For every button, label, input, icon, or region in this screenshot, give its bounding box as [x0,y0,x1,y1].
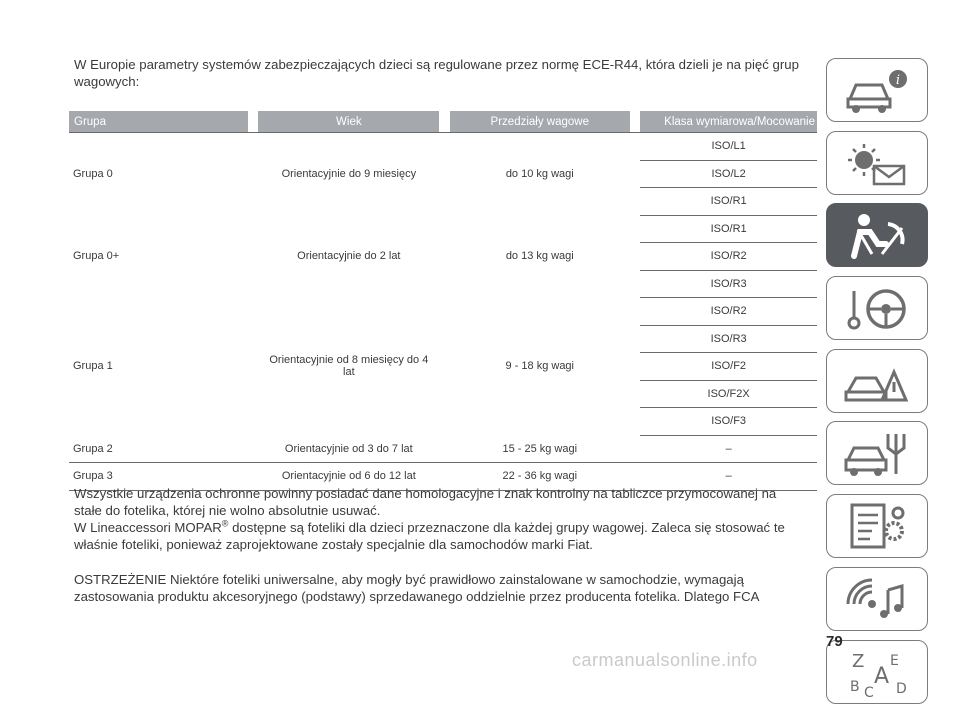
weight-cell: 9 - 18 kg wagi [505,360,574,373]
age-cell: Orientacyjnie do 9 miesięcy [258,133,439,216]
chapter-tab-2[interactable] [826,131,928,195]
class-cell: ISO/F3 [640,408,817,436]
page-number: 79 [826,633,843,650]
class-cell: ISO/R2 [640,243,817,271]
chapter-tab-7[interactable] [826,494,928,558]
iso-group-table [69,111,817,491]
class-cell: – [640,435,817,463]
car-service-icon [842,428,912,478]
age-cell: Orientacyjnie od 6 do 12 lat [258,463,439,491]
header-class: Klasa wymiarowa/Mocowanie [640,111,817,133]
svg-text:E: E [890,652,899,669]
class-cell: ISO/L2 [640,160,817,188]
chapter-tab-6[interactable] [826,421,928,485]
age-cell: Orientacyjnie od 3 do 7 lat [258,435,439,463]
header-group: Grupa [69,111,248,133]
registered-mark: ® [221,518,229,529]
index-az-icon [842,647,912,697]
class-cell: ISO/R3 [640,270,817,298]
class-cell: ISO/R3 [640,325,817,353]
class-cell: ISO/R2 [640,298,817,326]
class-cell: ISO/R1 [640,188,817,216]
technical-data-icon [842,501,912,551]
svg-text:C: C [864,684,874,697]
mopar-note-start: W Lineaccessori MOPAR [74,520,222,535]
table-header-row [69,111,817,133]
warning-note: OSTRZEŻENIE Niektóre foteliki uniwersalne, aby mogły być prawidłowo zainstalowane w samochodzie, wymagają zastosowania produktu akcesoryjnego (podstawy) sprzedawanego oddzielnie przez producenta fotelika. Dlatego FCA [74,572,760,604]
header-weight: Przedziały wagowe [450,111,630,133]
chapter-tab-3[interactable] [826,203,928,267]
weight-cell: do 13 kg wagi [505,250,574,263]
car-breakdown-icon [842,356,912,406]
age-cell: Orientacyjnie od 8 miesięcy do 4 lat [269,354,429,379]
intro-paragraph: W Europie parametry systemów zabezpieczających dzieci są regulowane przez normę ECE-R44, która dzieli je na pięć grup wagowych: [74,57,799,89]
mopar-note [74,519,804,553]
steering-wheel-key-icon [842,283,912,333]
homologation-note: Wszystkie urządzenia ochronne powinny posiadać dane homologacyjne i znak kontrolny na tabliczce przymocowanej na stałe do fotelika, której nie wolno absolutnie usuwać. [74,486,777,518]
weight-cell: do 10 kg wagi [450,133,630,216]
weight-cell: 22 - 36 kg wagi [450,463,630,491]
table-row [69,133,817,161]
multimedia-icon [842,574,912,624]
chapter-tabs [826,58,930,712]
class-cell: ISO/R1 [640,215,817,243]
table-row [69,215,817,243]
group-cell: Grupa 2 [69,435,248,463]
group-cell: Grupa 0 [69,133,248,216]
seatbelt-airbag-icon [842,210,912,260]
weight-cell: 15 - 25 kg wagi [450,435,630,463]
warning-lights-icon [842,138,912,188]
table-row [69,435,817,463]
class-cell: ISO/F2 [640,353,817,381]
class-cell: – [640,463,817,491]
chapter-tab-5[interactable] [826,349,928,413]
table-row [69,298,817,326]
svg-text:A: A [874,663,890,689]
chapter-tab-1[interactable] [826,58,928,122]
svg-text:B: B [850,678,860,695]
svg-text:Z: Z [852,650,865,672]
car-info-icon [842,65,912,115]
age-cell: Orientacyjnie do 2 lat [297,250,401,263]
class-cell: ISO/L1 [640,133,817,161]
group-cell: Grupa 3 [69,463,248,491]
mopar-note-end: dostępne są foteliki dla dzieci przeznaczone dla każdej grupy wagowej. Zaleca się stosować te właśnie foteliki, ponieważ zaprojektowane zostały specjalnie dla samochodów marki Fiat. [74,520,785,552]
chapter-tab-8[interactable] [826,567,928,631]
group-cell: Grupa 1 [73,360,113,373]
svg-text:i: i [895,73,901,88]
watermark-logo: carmanualsonline.info [572,650,758,670]
svg-text:D: D [896,680,907,697]
group-cell: Grupa 0+ [73,250,120,263]
class-cell: ISO/F2X [640,380,817,408]
header-age: Wiek [258,111,439,133]
chapter-tab-4[interactable] [826,276,928,340]
